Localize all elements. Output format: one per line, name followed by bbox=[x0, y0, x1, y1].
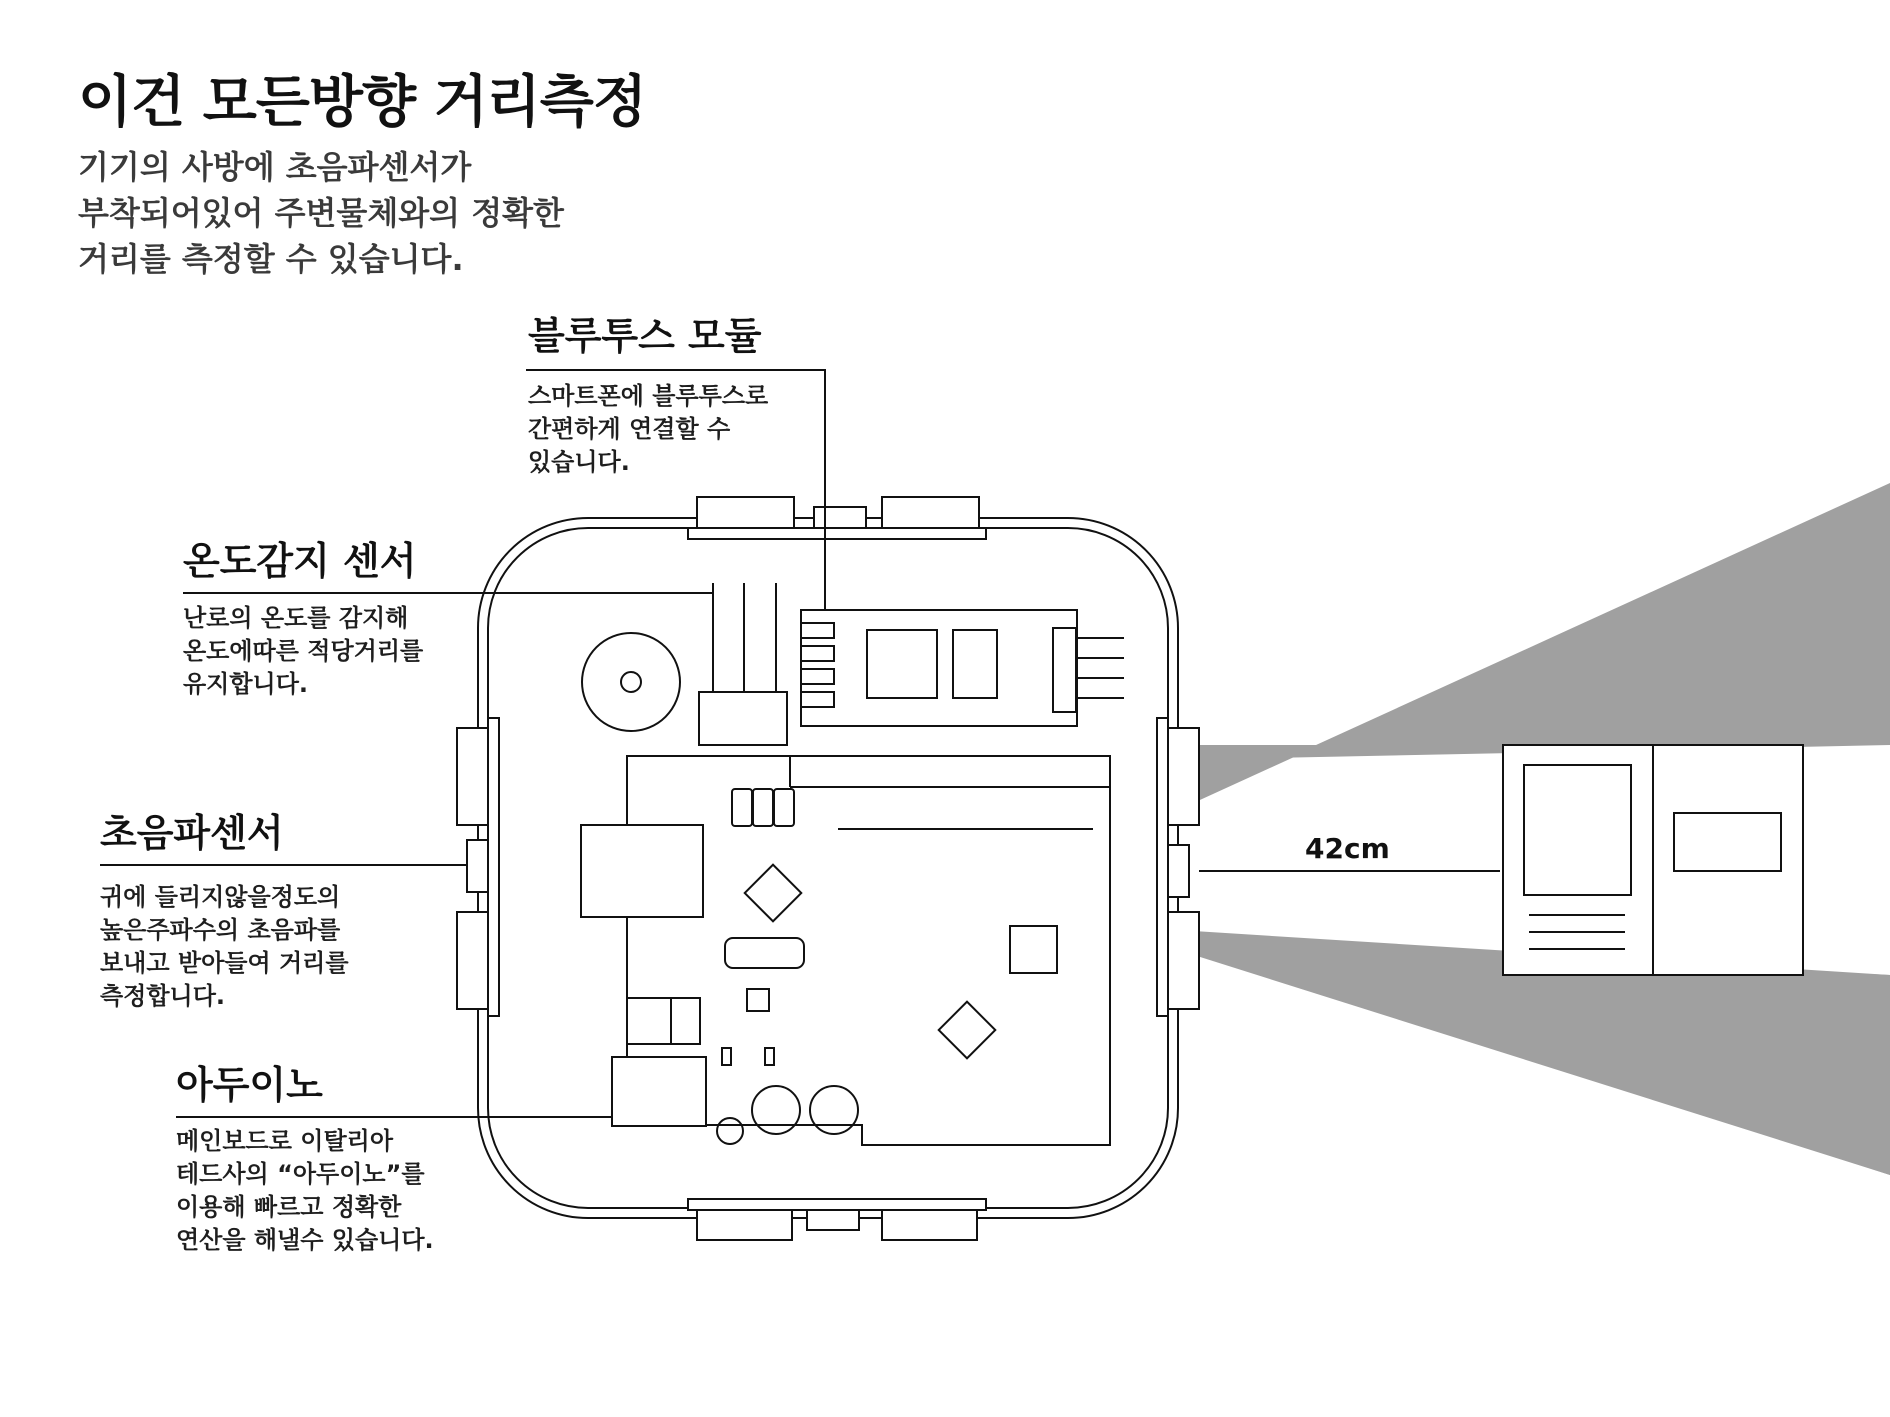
bottom-sensor-left bbox=[697, 1210, 792, 1240]
temperature-sensor-description: 난로의 온도를 감지해 온도에따른 적당거리를 유지합니다. bbox=[183, 604, 424, 698]
ultrasonic-sensor-description: 귀에 들리지않을정도의 높은주파수의 초음파를 보내고 받아들여 거리를 측정합니다. bbox=[100, 883, 349, 1010]
bottom-sensor-bar bbox=[688, 1199, 986, 1210]
bluetooth-description: 스마트폰에 블루투스로 간편하게 연결할 수 있습니다. bbox=[528, 382, 769, 476]
left-sensor-top bbox=[457, 728, 488, 825]
bluetooth-title: 블루투스 모듈 bbox=[528, 314, 762, 358]
arduino-title: 아두이노 bbox=[176, 1063, 323, 1107]
distance-label: 42cm bbox=[1305, 832, 1390, 865]
bottom-sensor-center bbox=[807, 1210, 859, 1230]
right-sensor-center bbox=[1168, 845, 1189, 897]
right-sensor-top bbox=[1168, 728, 1199, 825]
top-sensor-bar bbox=[688, 528, 986, 539]
arduino-usb-port bbox=[581, 825, 703, 917]
top-sensor-left bbox=[697, 497, 794, 528]
bottom-sensor-right bbox=[882, 1210, 977, 1240]
top-sensor-center bbox=[814, 507, 866, 528]
arduino-description: 메인보드로 이탈리아 테드사의 “아두이노”를 이용해 빠르고 정확한 연산을 해낼수 있습니다. bbox=[176, 1127, 434, 1254]
left-sensor-center bbox=[467, 840, 488, 892]
right-sensor-bottom bbox=[1168, 912, 1199, 1009]
top-sensor-right bbox=[882, 497, 979, 528]
left-sensor-bar bbox=[488, 718, 499, 1016]
arduino-power-jack bbox=[612, 1057, 706, 1126]
left-sensor-bottom bbox=[457, 912, 488, 1009]
right-sensor-bar bbox=[1157, 718, 1168, 1016]
ultrasonic-sensor-title: 초음파센서 bbox=[100, 811, 284, 855]
temperature-sensor-title: 온도감지 센서 bbox=[183, 539, 417, 583]
page-title: 이건 모든방향 거리측정 bbox=[78, 70, 646, 135]
page-description: 기기의 사방에 초음파센서가 부착되어있어 주변물체와의 정확한 거리를 측정할 수 있습니다. bbox=[78, 148, 564, 278]
